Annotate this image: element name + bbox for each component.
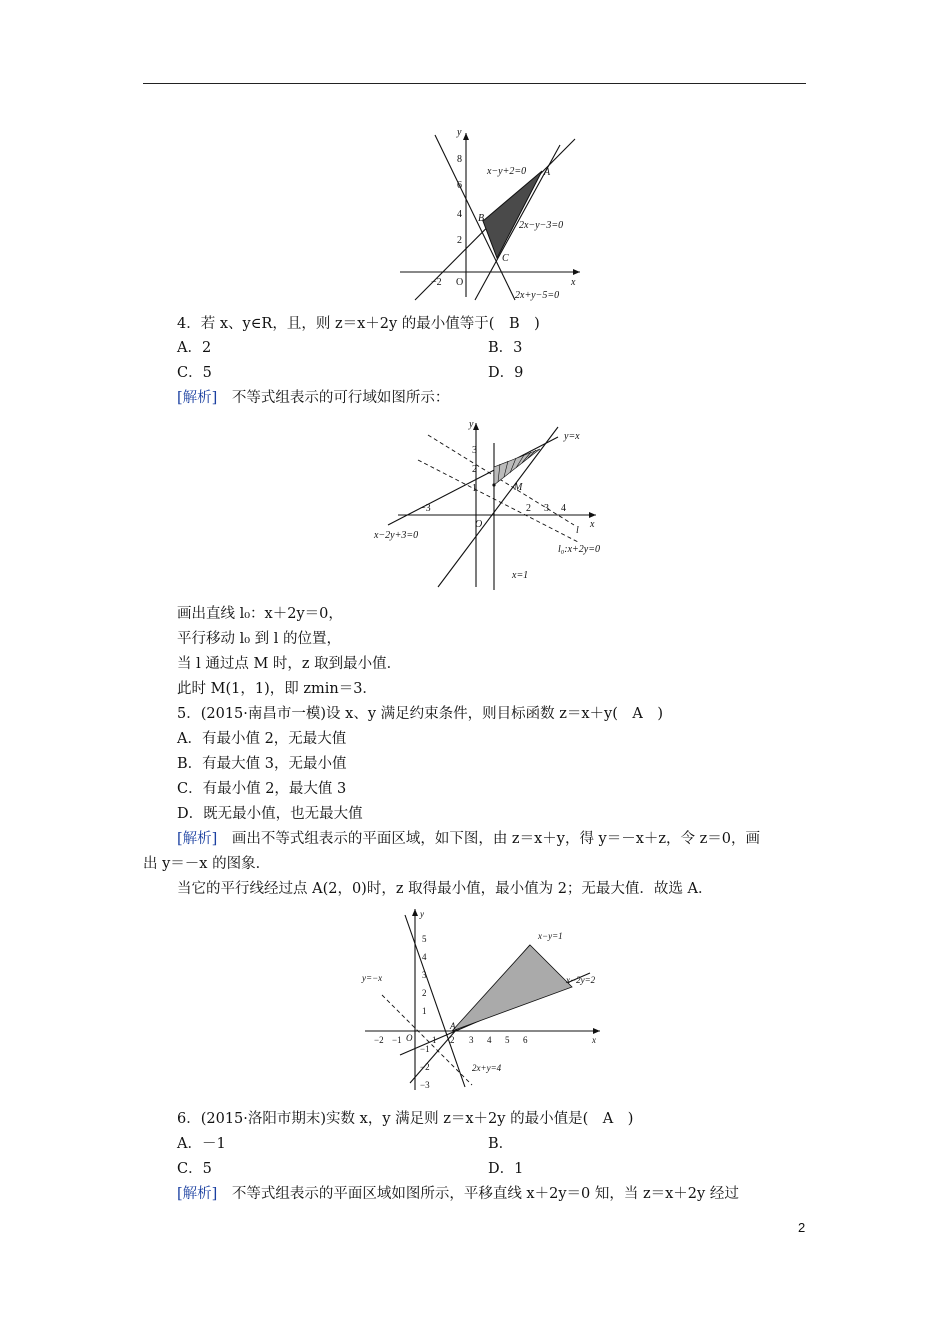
q4-stem: 4．若 x、y∈R，且，则 z＝x＋2y 的最小值等于( B ) bbox=[177, 316, 540, 332]
fig1-point-b: B bbox=[478, 213, 485, 224]
fig3-origin: O bbox=[406, 1033, 413, 1043]
fig2-l0-label: l₀:x+2y=0 bbox=[558, 544, 600, 555]
fig2-point-m: M bbox=[514, 482, 523, 493]
fig3-line4-label: 2x+y=4 bbox=[472, 1063, 502, 1073]
fig1-line1-label: x−y+2=0 bbox=[487, 166, 527, 177]
fig1-tick-8: 8 bbox=[457, 154, 462, 165]
fig1-tick-2: 2 bbox=[457, 235, 462, 246]
analysis-tag: [解析] bbox=[177, 831, 218, 847]
fig3-tick-y1: 1 bbox=[422, 1006, 427, 1016]
q4-option-a: A．2 bbox=[177, 340, 212, 356]
q4-option-d: D．9 bbox=[488, 365, 524, 381]
fig1-point-a: A bbox=[544, 167, 551, 178]
q5-analysis-text: 画出不等式组表示的平面区域，如下图，由 z＝x＋y，得 y＝－x＋z，令 z＝0，画 bbox=[217, 831, 761, 847]
q4-step-4: 此时 M(1，1)，即 zmin＝3． bbox=[177, 681, 377, 697]
q6-option-b: B． bbox=[488, 1136, 514, 1152]
q6-stem: 6．(2015·洛阳市期末)实数 x，y 满足则 z＝x＋2y 的最小值是( A ) bbox=[177, 1111, 634, 1127]
fig2-line-label: x−2y+3=0 bbox=[374, 530, 419, 541]
q6-option-a: A．－1 bbox=[177, 1136, 226, 1152]
header-rule bbox=[143, 83, 806, 84]
fig2-l-label: l bbox=[576, 525, 579, 536]
fig1-line3-label: 2x+y−5=0 bbox=[515, 290, 560, 301]
q6-analysis-text: 不等式组表示的平面区域如图所示，平移直线 x＋2y＝0 知，当 z＝x＋2y 经过 bbox=[217, 1186, 739, 1202]
fig2-x-label: x bbox=[590, 519, 595, 530]
q4-analysis bbox=[177, 388, 449, 408]
fig2-yeqx-label: y=x bbox=[564, 431, 580, 442]
q5-option-a: A．有最小值 2，无最大值 bbox=[177, 731, 347, 747]
fig3-line1-label: x−y=1 bbox=[538, 931, 563, 941]
q6-option-c: C．5 bbox=[177, 1161, 212, 1177]
q5-analysis-3: 当它的平行线经过点 A(2，0)时，z 取得最小值，最小值为 2；无最大值．故选 A． bbox=[177, 881, 713, 897]
fig1-origin: O bbox=[456, 277, 464, 288]
fig1-tick-4: 4 bbox=[457, 209, 462, 220]
fig1-tick-6: 6 bbox=[457, 180, 462, 191]
figure-3-feasible-region bbox=[360, 905, 605, 1095]
fig3-tick-y2: 2 bbox=[422, 988, 427, 998]
fig3-tick-x6: 6 bbox=[523, 1035, 528, 1045]
fig2-tick-x4: 4 bbox=[561, 503, 566, 514]
q5-option-b: B．有最大值 3，无最小值 bbox=[177, 756, 347, 772]
fig1-tick-neg2: −2 bbox=[431, 277, 442, 288]
q4-step-3: 当 l 通过点 M 时，z 取到最小值． bbox=[177, 656, 402, 672]
fig2-tick-neg3: −3 bbox=[420, 503, 431, 514]
q5-analysis-1 bbox=[177, 829, 760, 849]
fig3-tick-yn3: −3 bbox=[420, 1080, 430, 1090]
q6-option-d: D．1 bbox=[488, 1161, 524, 1177]
fig3-tick-y5: 5 bbox=[422, 934, 427, 944]
fig1-line2-label: 2x−y−3=0 bbox=[519, 220, 564, 231]
q5-analysis-2: 出 y＝－x 的图象． bbox=[143, 856, 271, 872]
fig3-tick-yn1: −1 bbox=[420, 1044, 430, 1054]
fig3-x-label: x bbox=[592, 1035, 596, 1045]
fig2-y-label: y bbox=[469, 419, 474, 430]
q4-step-1: 画出直线 l₀：x＋2y＝0， bbox=[177, 606, 343, 622]
fig2-origin: O bbox=[475, 519, 483, 530]
fig3-point-a: A bbox=[450, 1021, 456, 1031]
q4-option-b: B．3 bbox=[488, 340, 523, 356]
fig3-tick-yn2: −2 bbox=[420, 1062, 430, 1072]
fig3-tick-x4: 4 bbox=[487, 1035, 492, 1045]
analysis-tag: [解析] bbox=[177, 390, 218, 406]
q4-option-c: C．5 bbox=[177, 365, 212, 381]
fig3-tick-y3: 3 bbox=[422, 970, 427, 980]
analysis-tag: [解析] bbox=[177, 1186, 218, 1202]
fig3-tick-xn1: −1 bbox=[392, 1035, 402, 1045]
q5-option-d: D．既无最小值，也无最大值 bbox=[177, 806, 363, 822]
fig1-y-label: y bbox=[457, 127, 462, 138]
fig2-tick-x3: 3 bbox=[544, 503, 549, 514]
fig3-tick-y4: 4 bbox=[422, 952, 427, 962]
fig3-tick-x2: 2 bbox=[450, 1035, 455, 1045]
fig2-tick-y1: 1 bbox=[472, 483, 477, 494]
fig2-tick-x2: 2 bbox=[526, 503, 531, 514]
figure-1-feasible-region bbox=[395, 125, 595, 305]
fig3-tick-xn2: −2 bbox=[374, 1035, 384, 1045]
fig2-tick-y3: 3 bbox=[472, 445, 477, 456]
fig3-tick-x1: 1 bbox=[432, 1035, 437, 1045]
fig2-x1-label: x=1 bbox=[512, 570, 529, 581]
q6-analysis bbox=[177, 1184, 739, 1204]
page-number: 2 bbox=[798, 1220, 806, 1235]
fig3-tick-x5: 5 bbox=[505, 1035, 510, 1045]
fig3-tick-x3: 3 bbox=[469, 1035, 474, 1045]
fig3-line3-label: y=−x bbox=[362, 973, 383, 983]
fig1-point-c: C bbox=[502, 253, 509, 264]
q4-step-2: 平行移动 l₀ 到 l 的位置， bbox=[177, 631, 342, 647]
q5-option-c: C．有最小值 2，最大值 3 bbox=[177, 781, 347, 797]
fig1-x-label: x bbox=[571, 277, 576, 288]
figure-2-feasible-region bbox=[368, 415, 618, 593]
fig3-y-label: y bbox=[420, 909, 424, 919]
fig2-tick-y2: 2 bbox=[472, 464, 477, 475]
q4-analysis-text: 不等式组表示的可行域如图所示： bbox=[217, 390, 450, 406]
fig3-line2-label: x−2y=2 bbox=[566, 975, 596, 985]
q5-stem: 5．(2015·南昌市一模)设 x、y 满足约束条件，则目标函数 z＝x＋y( A ) bbox=[177, 706, 664, 722]
